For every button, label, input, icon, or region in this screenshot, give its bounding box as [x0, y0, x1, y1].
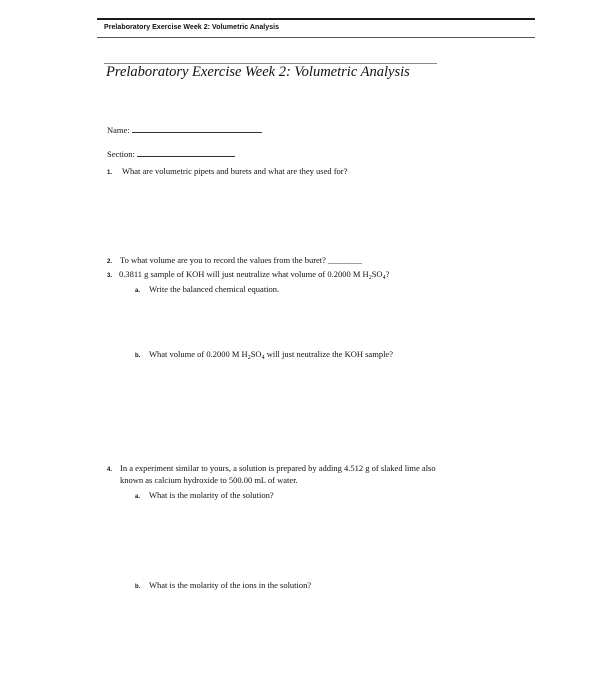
question-3b-letter: b. [135, 353, 141, 359]
question-3a-text: Write the balanced chemical equation. [149, 284, 280, 294]
question-3b [135, 349, 393, 362]
question-1-text: What are volumetric pipets and burets and what are they used for? [122, 166, 348, 176]
question-3-number: 3. [107, 273, 113, 279]
header-rule-top [97, 18, 535, 20]
question-4b [135, 580, 311, 593]
question-3b-text: What volume of 0.2000 M $H_2SO_4$ will just neutralize the KOH sample? [149, 349, 393, 361]
question-3 [107, 269, 389, 282]
question-4-line2: known as calcium hydroxide to 500.00 mL of water. [120, 475, 298, 485]
section-label: Section: [107, 149, 135, 159]
question-4-number: 4. [107, 467, 113, 473]
question-1 [107, 166, 347, 179]
section-blank[interactable] [137, 148, 235, 157]
page-title: Prelaboratory Exercise Week 2: Volumetric Analysis [106, 64, 410, 80]
header-rule-bottom [97, 37, 535, 38]
question-4-line1: In a experiment similar to yours, a solution is prepared by adding 4.512 g of slaked lime also [120, 463, 436, 473]
question-3-text: 0.3811 g sample of KOH will just neutralize what volume of 0.2000 M $H_2SO_4$? [119, 269, 390, 281]
question-3a-letter: a. [135, 288, 141, 294]
section-field [107, 148, 235, 159]
question-4a-letter: a. [135, 494, 141, 500]
question-4a-text: What is the molarity of the solution? [149, 490, 274, 500]
question-2-number: 2. [107, 259, 113, 265]
running-header: Prelaboratory Exercise Week 2: Volumetric Analysis [104, 24, 280, 31]
name-label: Name: [107, 125, 130, 135]
question-4b-letter: b. [135, 584, 141, 590]
question-4b-text: What is the molarity of the ions in the solution? [149, 580, 312, 590]
name-blank[interactable] [132, 124, 262, 133]
question-1-number: 1. [107, 170, 113, 176]
question-4a [135, 490, 274, 503]
question-3a [135, 284, 279, 297]
question-2-text: To what volume are you to record the values from the buret? ________ [120, 255, 363, 265]
question-2 [107, 255, 362, 268]
name-field [107, 124, 262, 135]
